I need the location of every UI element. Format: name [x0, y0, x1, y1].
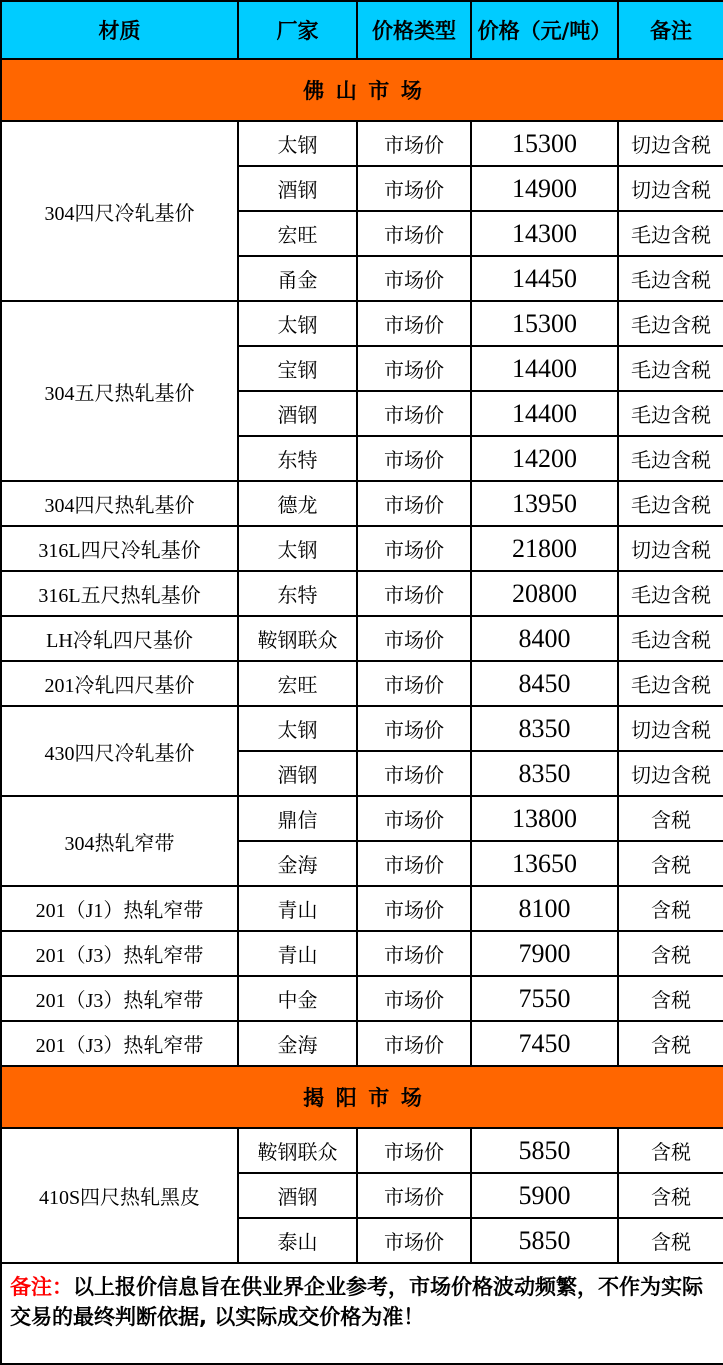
price-cell: 14400 [471, 346, 618, 391]
table-row [1, 886, 723, 931]
factory-cell: 鞍钢联众 [238, 616, 357, 661]
factory-cell: 东特 [238, 436, 357, 481]
note-cell: 毛边含税 [618, 211, 723, 256]
price-cell: 14400 [471, 391, 618, 436]
price-type-cell: 市场价 [357, 661, 471, 706]
factory-cell: 甬金 [238, 256, 357, 301]
section-row-jieyang [1, 1066, 723, 1128]
factory-cell: 中金 [238, 976, 357, 1021]
footer-row [1, 1263, 723, 1364]
factory-cell: 鼎信 [238, 796, 357, 841]
table-row [1, 481, 723, 526]
price-cell: 21800 [471, 526, 618, 571]
factory-cell: 泰山 [238, 1218, 357, 1263]
price-cell: 7450 [471, 1021, 618, 1066]
material-cell: 304四尺冷轧基价 [1, 121, 238, 301]
factory-cell: 酒钢 [238, 1173, 357, 1218]
note-cell: 含税 [618, 1218, 723, 1263]
table-row [1, 796, 723, 841]
table-row [1, 121, 723, 166]
material-cell: 201（J3）热轧窄带 [1, 931, 238, 976]
column-header-factory: 厂家 [238, 1, 357, 59]
price-type-cell: 市场价 [357, 1218, 471, 1263]
price-type-cell: 市场价 [357, 346, 471, 391]
note-cell: 毛边含税 [618, 481, 723, 526]
table-row [1, 976, 723, 1021]
price-type-cell: 市场价 [357, 796, 471, 841]
price-cell: 14900 [471, 166, 618, 211]
note-cell: 毛边含税 [618, 571, 723, 616]
note-cell: 毛边含税 [618, 391, 723, 436]
material-cell: 304四尺热轧基价 [1, 481, 238, 526]
section-row-foshan [1, 59, 723, 121]
price-cell: 8450 [471, 661, 618, 706]
price-cell: 8100 [471, 886, 618, 931]
material-cell: 304热轧窄带 [1, 796, 238, 886]
price-type-cell: 市场价 [357, 841, 471, 886]
price-type-cell: 市场价 [357, 976, 471, 1021]
price-cell: 14300 [471, 211, 618, 256]
price-type-cell: 市场价 [357, 481, 471, 526]
note-cell: 含税 [618, 841, 723, 886]
factory-cell: 宏旺 [238, 661, 357, 706]
note-cell: 含税 [618, 886, 723, 931]
table-row [1, 661, 723, 706]
note-cell: 毛边含税 [618, 661, 723, 706]
price-type-cell: 市场价 [357, 1173, 471, 1218]
factory-cell: 宝钢 [238, 346, 357, 391]
note-cell: 毛边含税 [618, 616, 723, 661]
factory-cell: 宏旺 [238, 211, 357, 256]
factory-cell: 金海 [238, 841, 357, 886]
table-body [1, 59, 723, 1263]
material-cell: 410S四尺热轧黑皮 [1, 1128, 238, 1263]
note-cell: 毛边含税 [618, 436, 723, 481]
price-cell: 8350 [471, 751, 618, 796]
note-cell: 切边含税 [618, 751, 723, 796]
table-row [1, 1021, 723, 1066]
material-cell: 201（J3）热轧窄带 [1, 1021, 238, 1066]
price-cell: 5900 [471, 1173, 618, 1218]
table-row [1, 571, 723, 616]
price-type-cell: 市场价 [357, 166, 471, 211]
price-cell: 5850 [471, 1218, 618, 1263]
note-cell: 切边含税 [618, 526, 723, 571]
note-cell: 毛边含税 [618, 256, 723, 301]
column-header-material: 材质 [1, 1, 238, 59]
table-row [1, 526, 723, 571]
table-row [1, 931, 723, 976]
factory-cell: 金海 [238, 1021, 357, 1066]
price-type-cell: 市场价 [357, 886, 471, 931]
factory-cell: 鞍钢联众 [238, 1128, 357, 1173]
note-cell: 毛边含税 [618, 346, 723, 391]
factory-cell: 酒钢 [238, 391, 357, 436]
factory-cell: 酒钢 [238, 751, 357, 796]
price-type-cell: 市场价 [357, 121, 471, 166]
price-cell: 8350 [471, 706, 618, 751]
note-cell: 含税 [618, 1021, 723, 1066]
price-type-cell: 市场价 [357, 391, 471, 436]
price-type-cell: 市场价 [357, 1021, 471, 1066]
price-cell: 13800 [471, 796, 618, 841]
column-header-price-type: 价格类型 [357, 1, 471, 59]
footer-note-cell [1, 1263, 723, 1364]
price-type-cell: 市场价 [357, 256, 471, 301]
factory-cell: 太钢 [238, 526, 357, 571]
price-type-cell: 市场价 [357, 571, 471, 616]
note-cell: 毛边含税 [618, 301, 723, 346]
table-footer [1, 1263, 723, 1364]
price-cell: 13650 [471, 841, 618, 886]
section-title-jieyang: 揭阳市场 [1, 1066, 723, 1128]
material-cell: 316L四尺冷轧基价 [1, 526, 238, 571]
note-cell: 含税 [618, 931, 723, 976]
material-cell: 304五尺热轧基价 [1, 301, 238, 481]
factory-cell: 青山 [238, 931, 357, 976]
note-cell: 含税 [618, 796, 723, 841]
material-cell: 201冷轧四尺基价 [1, 661, 238, 706]
price-cell: 20800 [471, 571, 618, 616]
table-row [1, 1128, 723, 1173]
price-type-cell: 市场价 [357, 1128, 471, 1173]
material-cell: LH冷轧四尺基价 [1, 616, 238, 661]
column-header-note: 备注 [618, 1, 723, 59]
material-cell: 316L五尺热轧基价 [1, 571, 238, 616]
note-cell: 切边含税 [618, 121, 723, 166]
footer-note-text: 以上报价信息旨在供业界企业参考，市场价格波动频繁，不作为实际交易的最终判断依据, 以实际成交价格为准！ [10, 1275, 703, 1330]
price-type-cell: 市场价 [357, 436, 471, 481]
factory-cell: 太钢 [238, 706, 357, 751]
column-header-price: 价格（元/吨） [471, 1, 618, 59]
price-cell: 13950 [471, 481, 618, 526]
price-cell: 15300 [471, 301, 618, 346]
material-cell: 201（J3）热轧窄带 [1, 976, 238, 1021]
factory-cell: 青山 [238, 886, 357, 931]
note-cell: 含税 [618, 1173, 723, 1218]
factory-cell: 德龙 [238, 481, 357, 526]
factory-cell: 酒钢 [238, 166, 357, 211]
price-cell: 7900 [471, 931, 618, 976]
price-type-cell: 市场价 [357, 706, 471, 751]
section-title-foshan: 佛山市场 [1, 59, 723, 121]
note-cell: 切边含税 [618, 166, 723, 211]
table-row [1, 616, 723, 661]
price-type-cell: 市场价 [357, 526, 471, 571]
header-row [1, 1, 723, 59]
price-cell: 14450 [471, 256, 618, 301]
price-cell: 14200 [471, 436, 618, 481]
price-cell: 7550 [471, 976, 618, 1021]
table-row [1, 706, 723, 751]
table-row [1, 301, 723, 346]
factory-cell: 太钢 [238, 121, 357, 166]
table-header [1, 1, 723, 59]
price-cell: 15300 [471, 121, 618, 166]
note-cell: 含税 [618, 1128, 723, 1173]
price-type-cell: 市场价 [357, 301, 471, 346]
material-cell: 201（J1）热轧窄带 [1, 886, 238, 931]
factory-cell: 太钢 [238, 301, 357, 346]
price-type-cell: 市场价 [357, 211, 471, 256]
material-cell: 430四尺冷轧基价 [1, 706, 238, 796]
price-type-cell: 市场价 [357, 616, 471, 661]
price-cell: 8400 [471, 616, 618, 661]
price-cell: 5850 [471, 1128, 618, 1173]
price-type-cell: 市场价 [357, 931, 471, 976]
footer-note-label: 备注： [10, 1275, 73, 1299]
note-cell: 含税 [618, 976, 723, 1021]
price-type-cell: 市场价 [357, 751, 471, 796]
factory-cell: 东特 [238, 571, 357, 616]
note-cell: 切边含税 [618, 706, 723, 751]
